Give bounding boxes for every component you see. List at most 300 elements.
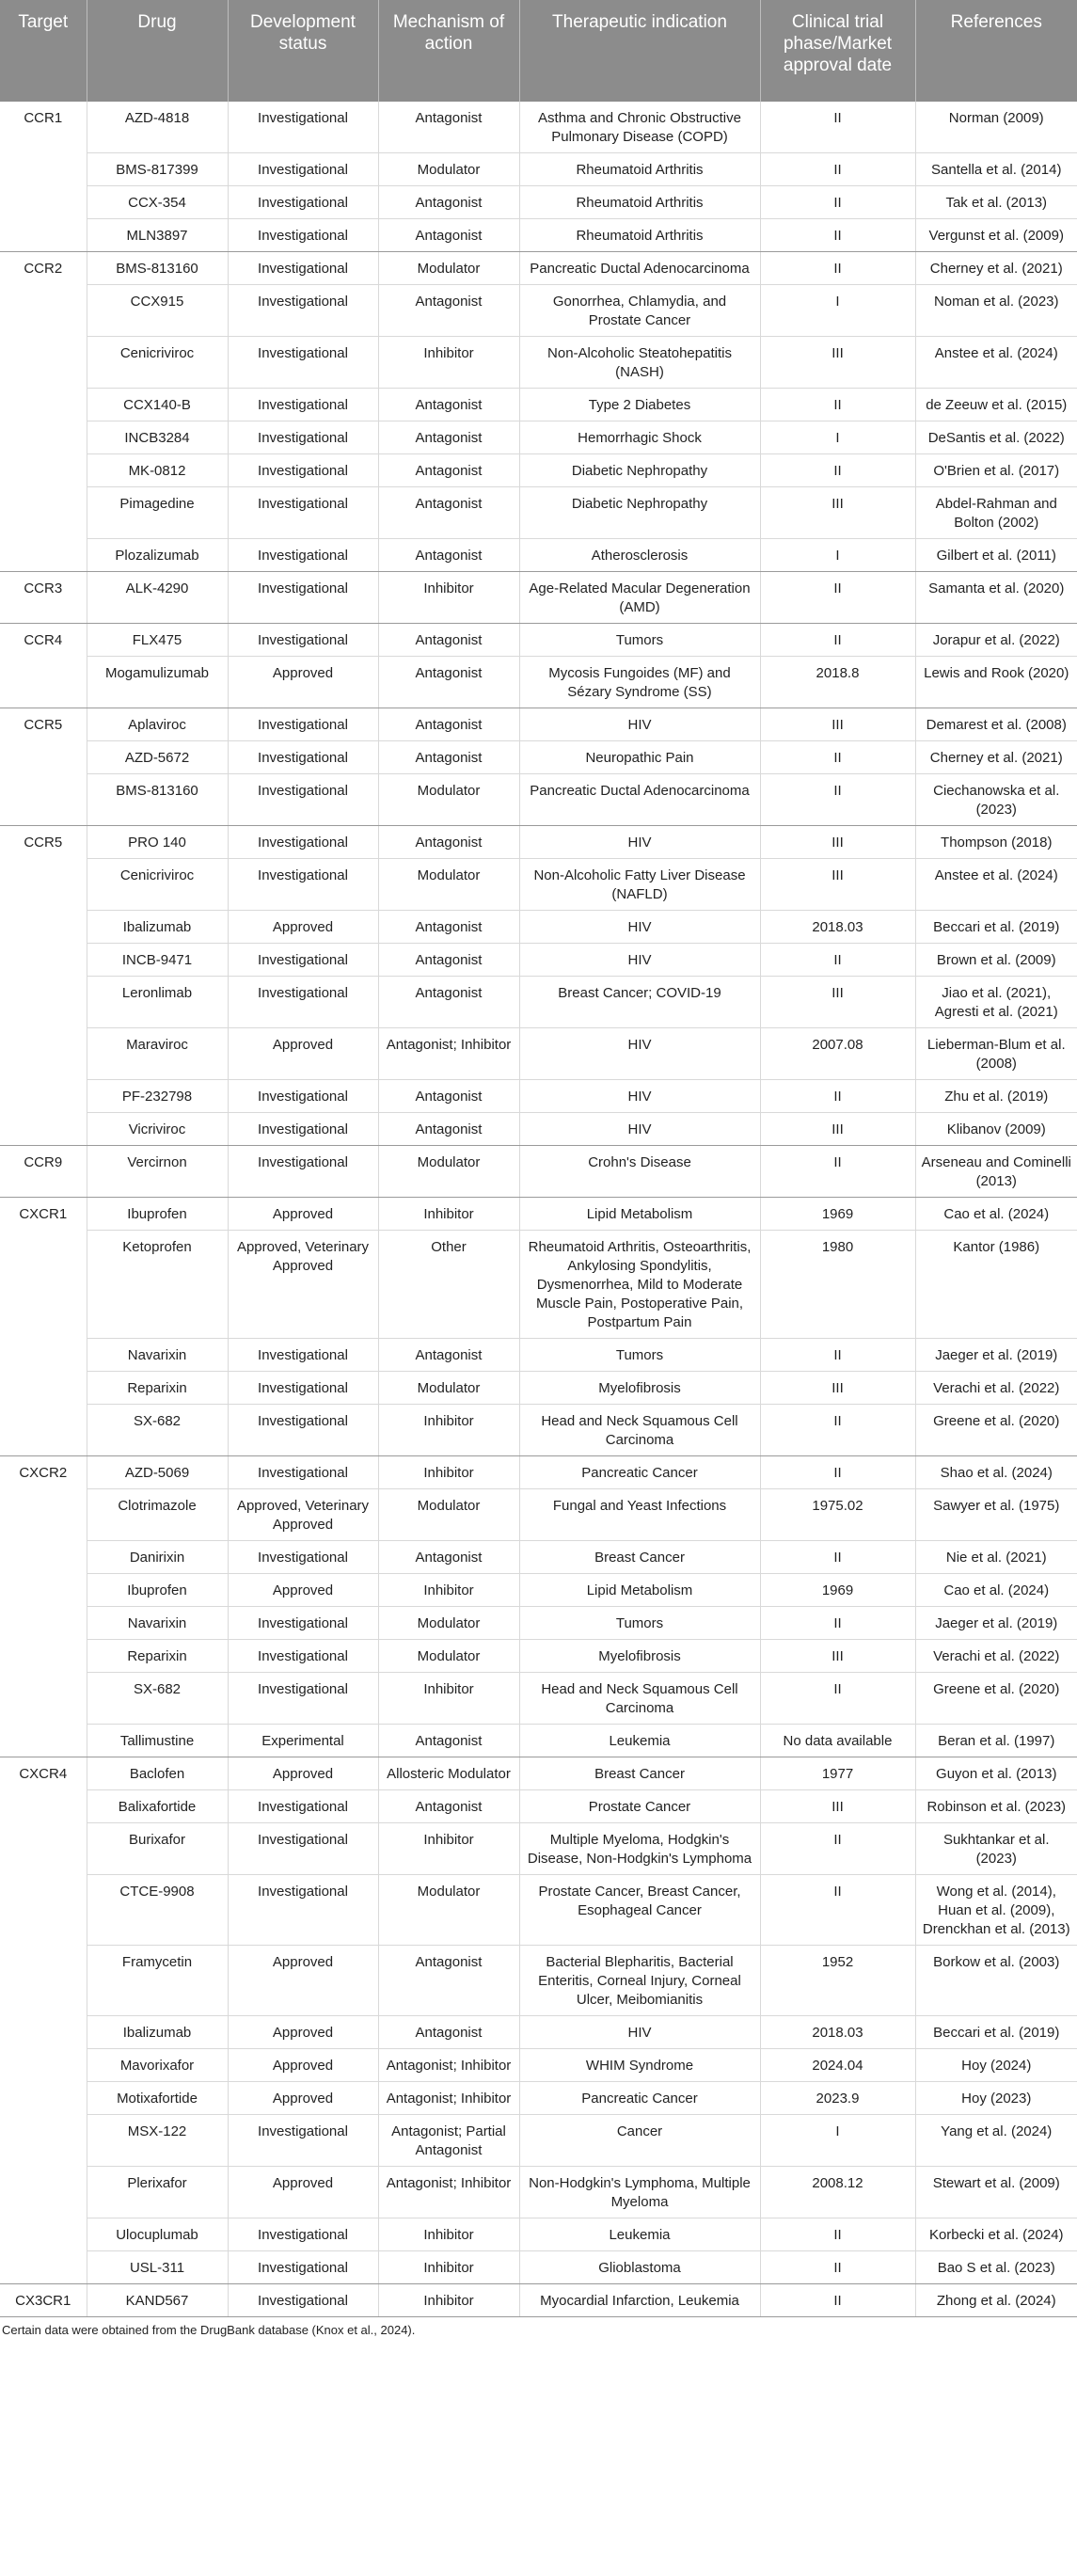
mechanism-cell: Inhibitor xyxy=(378,1673,519,1725)
phase-cell: II xyxy=(760,572,915,624)
drug-cell: Balixafortide xyxy=(87,1790,228,1823)
indication-cell: HIV xyxy=(519,911,760,944)
status-cell: Investigational xyxy=(228,2251,378,2284)
table-row xyxy=(0,252,1077,285)
indication-cell: HIV xyxy=(519,1113,760,1146)
status-cell: Approved xyxy=(228,2016,378,2049)
status-cell: Investigational xyxy=(228,389,378,421)
mechanism-cell: Antagonist xyxy=(378,219,519,252)
status-cell: Investigational xyxy=(228,1146,378,1198)
phase-cell: II xyxy=(760,186,915,219)
table-row xyxy=(0,186,1077,219)
table-row xyxy=(0,2284,1077,2317)
table-row xyxy=(0,624,1077,657)
reference-cell: Sukhtankar et al. (2023) xyxy=(915,1823,1077,1875)
indication-cell: Head and Neck Squamous Cell Carcinoma xyxy=(519,1405,760,1456)
table-row xyxy=(0,1456,1077,1489)
status-cell: Approved xyxy=(228,2049,378,2082)
phase-cell: II xyxy=(760,2284,915,2317)
drug-cell: Framycetin xyxy=(87,1946,228,2016)
status-cell: Investigational xyxy=(228,624,378,657)
target-cell: CCR3 xyxy=(0,572,87,624)
reference-cell: Santella et al. (2014) xyxy=(915,153,1077,186)
phase-cell: III xyxy=(760,337,915,389)
reference-cell: Bao S et al. (2023) xyxy=(915,2251,1077,2284)
reference-cell: Shao et al. (2024) xyxy=(915,1456,1077,1489)
mechanism-cell: Modulator xyxy=(378,1372,519,1405)
table-row xyxy=(0,2218,1077,2251)
indication-cell: HIV xyxy=(519,826,760,859)
reference-cell: Demarest et al. (2008) xyxy=(915,708,1077,741)
table-row xyxy=(0,977,1077,1028)
mechanism-cell: Inhibitor xyxy=(378,337,519,389)
indication-cell: Myocardial Infarction, Leukemia xyxy=(519,2284,760,2317)
phase-cell: I xyxy=(760,2115,915,2167)
phase-cell: II xyxy=(760,153,915,186)
indication-cell: Rheumatoid Arthritis xyxy=(519,153,760,186)
table-row xyxy=(0,1673,1077,1725)
target-cell: CCR1 xyxy=(0,102,87,252)
reference-cell: Sawyer et al. (1975) xyxy=(915,1489,1077,1541)
reference-cell: Beccari et al. (2019) xyxy=(915,911,1077,944)
phase-cell: II xyxy=(760,774,915,826)
status-cell: Investigational xyxy=(228,977,378,1028)
mechanism-cell: Antagonist; Inhibitor xyxy=(378,2082,519,2115)
table-row xyxy=(0,1489,1077,1541)
mechanism-cell: Modulator xyxy=(378,774,519,826)
mechanism-cell: Inhibitor xyxy=(378,1456,519,1489)
indication-cell: Lipid Metabolism xyxy=(519,1574,760,1607)
drug-cell: PF-232798 xyxy=(87,1080,228,1113)
indication-cell: Tumors xyxy=(519,1607,760,1640)
indication-cell: Gonorrhea, Chlamydia, and Prostate Cancer xyxy=(519,285,760,337)
status-cell: Investigational xyxy=(228,285,378,337)
indication-cell: Pancreatic Ductal Adenocarcinoma xyxy=(519,774,760,826)
status-cell: Investigational xyxy=(228,2115,378,2167)
indication-cell: Mycosis Fungoides (MF) and Sézary Syndrome (SS) xyxy=(519,657,760,708)
reference-cell: Lewis and Rook (2020) xyxy=(915,657,1077,708)
status-cell: Investigational xyxy=(228,708,378,741)
drug-cell: Baclofen xyxy=(87,1757,228,1790)
status-cell: Approved xyxy=(228,1574,378,1607)
mechanism-cell: Modulator xyxy=(378,859,519,911)
mechanism-cell: Inhibitor xyxy=(378,1198,519,1231)
drug-cell: Burixafor xyxy=(87,1823,228,1875)
indication-cell: HIV xyxy=(519,708,760,741)
drug-cell: CCX-354 xyxy=(87,186,228,219)
reference-cell: Cao et al. (2024) xyxy=(915,1198,1077,1231)
mechanism-cell: Antagonist xyxy=(378,826,519,859)
drug-cell: MLN3897 xyxy=(87,219,228,252)
indication-cell: Leukemia xyxy=(519,1725,760,1757)
mechanism-cell: Modulator xyxy=(378,1875,519,1946)
status-cell: Investigational xyxy=(228,572,378,624)
table-row xyxy=(0,2049,1077,2082)
reference-cell: Abdel-Rahman and Bolton (2002) xyxy=(915,487,1077,539)
target-cell: CXCR2 xyxy=(0,1456,87,1757)
drug-cell: Ibalizumab xyxy=(87,2016,228,2049)
drug-cell: Navarixin xyxy=(87,1607,228,1640)
status-cell: Investigational xyxy=(228,102,378,153)
status-cell: Investigational xyxy=(228,1790,378,1823)
reference-cell: Noman et al. (2023) xyxy=(915,285,1077,337)
indication-cell: WHIM Syndrome xyxy=(519,2049,760,2082)
reference-cell: Samanta et al. (2020) xyxy=(915,572,1077,624)
mechanism-cell: Antagonist; Inhibitor xyxy=(378,2167,519,2218)
table-row xyxy=(0,859,1077,911)
reference-cell: Beccari et al. (2019) xyxy=(915,2016,1077,2049)
target-cell: CCR4 xyxy=(0,624,87,708)
table-row xyxy=(0,1607,1077,1640)
indication-cell: Non-Alcoholic Steatohepatitis (NASH) xyxy=(519,337,760,389)
mechanism-cell: Antagonist xyxy=(378,186,519,219)
header-development-status: Development status xyxy=(228,0,378,102)
drug-cell: Plerixafor xyxy=(87,2167,228,2218)
table-row xyxy=(0,1231,1077,1339)
phase-cell: 2008.12 xyxy=(760,2167,915,2218)
table-row xyxy=(0,741,1077,774)
mechanism-cell: Antagonist xyxy=(378,1080,519,1113)
table-row xyxy=(0,1640,1077,1673)
mechanism-cell: Antagonist xyxy=(378,911,519,944)
status-cell: Approved xyxy=(228,911,378,944)
mechanism-cell: Antagonist xyxy=(378,944,519,977)
indication-cell: Tumors xyxy=(519,1339,760,1372)
reference-cell: Borkow et al. (2003) xyxy=(915,1946,1077,2016)
table-row xyxy=(0,2115,1077,2167)
indication-cell: Breast Cancer xyxy=(519,1757,760,1790)
drug-cell: Ibuprofen xyxy=(87,1574,228,1607)
mechanism-cell: Inhibitor xyxy=(378,1405,519,1456)
reference-cell: Verachi et al. (2022) xyxy=(915,1640,1077,1673)
phase-cell: 2007.08 xyxy=(760,1028,915,1080)
mechanism-cell: Antagonist xyxy=(378,2016,519,2049)
table-row xyxy=(0,2016,1077,2049)
reference-cell: Greene et al. (2020) xyxy=(915,1405,1077,1456)
target-cell: CX3CR1 xyxy=(0,2284,87,2317)
indication-cell: Bacterial Blepharitis, Bacterial Enteritis, Corneal Injury, Corneal Ulcer, Meibomianitis xyxy=(519,1946,760,2016)
mechanism-cell: Antagonist xyxy=(378,1113,519,1146)
phase-cell: III xyxy=(760,1113,915,1146)
indication-cell: Pancreatic Cancer xyxy=(519,2082,760,2115)
indication-cell: Rheumatoid Arthritis, Osteoarthritis, Ankylosing Spondylitis, Dysmenorrhea, Mild to Moderate Muscle Pain, Postoperative Pain, Postpartum Pain xyxy=(519,1231,760,1339)
mechanism-cell: Antagonist xyxy=(378,454,519,487)
drug-cell: USL-311 xyxy=(87,2251,228,2284)
table-footnote: Certain data were obtained from the DrugBank database (Knox et al., 2024). xyxy=(2,2323,416,2337)
drug-cell: Clotrimazole xyxy=(87,1489,228,1541)
reference-cell: DeSantis et al. (2022) xyxy=(915,421,1077,454)
reference-cell: Cherney et al. (2021) xyxy=(915,252,1077,285)
indication-cell: Crohn's Disease xyxy=(519,1146,760,1198)
table-row xyxy=(0,774,1077,826)
status-cell: Investigational xyxy=(228,539,378,572)
phase-cell: III xyxy=(760,1640,915,1673)
status-cell: Approved xyxy=(228,2082,378,2115)
status-cell: Investigational xyxy=(228,826,378,859)
reference-cell: de Zeeuw et al. (2015) xyxy=(915,389,1077,421)
reference-cell: Robinson et al. (2023) xyxy=(915,1790,1077,1823)
header-drug: Drug xyxy=(87,0,228,102)
phase-cell: II xyxy=(760,1541,915,1574)
table-row xyxy=(0,1372,1077,1405)
reference-cell: Norman (2009) xyxy=(915,102,1077,153)
indication-cell: Non-Hodgkin's Lymphoma, Multiple Myeloma xyxy=(519,2167,760,2218)
indication-cell: HIV xyxy=(519,944,760,977)
drug-cell: MSX-122 xyxy=(87,2115,228,2167)
mechanism-cell: Modulator xyxy=(378,1640,519,1673)
indication-cell: Lipid Metabolism xyxy=(519,1198,760,1231)
mechanism-cell: Antagonist; Inhibitor xyxy=(378,1028,519,1080)
phase-cell: II xyxy=(760,944,915,977)
status-cell: Investigational xyxy=(228,1080,378,1113)
phase-cell: II xyxy=(760,454,915,487)
drug-cell: AZD-5672 xyxy=(87,741,228,774)
drug-cell: BMS-813160 xyxy=(87,252,228,285)
indication-cell: Breast Cancer xyxy=(519,1541,760,1574)
status-cell: Investigational xyxy=(228,1673,378,1725)
drug-cell: Mavorixafor xyxy=(87,2049,228,2082)
phase-cell: III xyxy=(760,826,915,859)
status-cell: Investigational xyxy=(228,487,378,539)
drug-cell: Cenicriviroc xyxy=(87,859,228,911)
indication-cell: HIV xyxy=(519,2016,760,2049)
drug-cell: Leronlimab xyxy=(87,977,228,1028)
table-row xyxy=(0,944,1077,977)
phase-cell: III xyxy=(760,977,915,1028)
table-row xyxy=(0,153,1077,186)
drug-cell: ALK-4290 xyxy=(87,572,228,624)
indication-cell: Asthma and Chronic Obstructive Pulmonary Disease (COPD) xyxy=(519,102,760,153)
target-cell: CCR9 xyxy=(0,1146,87,1198)
mechanism-cell: Inhibitor xyxy=(378,2218,519,2251)
reference-cell: Beran et al. (1997) xyxy=(915,1725,1077,1757)
mechanism-cell: Antagonist xyxy=(378,657,519,708)
mechanism-cell: Modulator xyxy=(378,1607,519,1640)
phase-cell: II xyxy=(760,1607,915,1640)
header-target: Target xyxy=(0,0,87,102)
drug-cell: BMS-817399 xyxy=(87,153,228,186)
drug-cell: Vicriviroc xyxy=(87,1113,228,1146)
status-cell: Investigational xyxy=(228,252,378,285)
phase-cell: II xyxy=(760,1405,915,1456)
drug-cell: FLX475 xyxy=(87,624,228,657)
reference-cell: Greene et al. (2020) xyxy=(915,1673,1077,1725)
header-indication: Therapeutic indication xyxy=(519,0,760,102)
phase-cell: III xyxy=(760,1372,915,1405)
phase-cell: III xyxy=(760,487,915,539)
reference-cell: Jiao et al. (2021), Agresti et al. (2021) xyxy=(915,977,1077,1028)
drug-cell: SX-682 xyxy=(87,1405,228,1456)
indication-cell: Prostate Cancer, Breast Cancer, Esophageal Cancer xyxy=(519,1875,760,1946)
reference-cell: Cherney et al. (2021) xyxy=(915,741,1077,774)
phase-cell: II xyxy=(760,219,915,252)
table-row xyxy=(0,219,1077,252)
phase-cell: I xyxy=(760,421,915,454)
table-row xyxy=(0,1725,1077,1757)
status-cell: Approved xyxy=(228,1946,378,2016)
phase-cell: 2018.8 xyxy=(760,657,915,708)
reference-cell: Guyon et al. (2013) xyxy=(915,1757,1077,1790)
mechanism-cell: Antagonist xyxy=(378,285,519,337)
indication-cell: Pancreatic Cancer xyxy=(519,1456,760,1489)
drug-cell: Danirixin xyxy=(87,1541,228,1574)
status-cell: Investigational xyxy=(228,454,378,487)
phase-cell: 2024.04 xyxy=(760,2049,915,2082)
drug-cell: MK-0812 xyxy=(87,454,228,487)
drug-cell: Ketoprofen xyxy=(87,1231,228,1339)
indication-cell: HIV xyxy=(519,1028,760,1080)
status-cell: Investigational xyxy=(228,1113,378,1146)
table-row xyxy=(0,102,1077,153)
table-row xyxy=(0,911,1077,944)
mechanism-cell: Antagonist; Inhibitor xyxy=(378,2049,519,2082)
phase-cell: III xyxy=(760,708,915,741)
status-cell: Investigational xyxy=(228,1640,378,1673)
drug-cell: Vercirnon xyxy=(87,1146,228,1198)
phase-cell: I xyxy=(760,285,915,337)
drug-cell: INCB-9471 xyxy=(87,944,228,977)
drug-cell: INCB3284 xyxy=(87,421,228,454)
phase-cell: II xyxy=(760,252,915,285)
header-phase: Clinical trial phase/Market approval date xyxy=(760,0,915,102)
drug-cell: AZD-5069 xyxy=(87,1456,228,1489)
reference-cell: Korbecki et al. (2024) xyxy=(915,2218,1077,2251)
mechanism-cell: Inhibitor xyxy=(378,1574,519,1607)
status-cell: Investigational xyxy=(228,186,378,219)
phase-cell: II xyxy=(760,1146,915,1198)
table-row xyxy=(0,1339,1077,1372)
table-row xyxy=(0,389,1077,421)
indication-cell: Rheumatoid Arthritis xyxy=(519,219,760,252)
phase-cell: II xyxy=(760,2251,915,2284)
phase-cell: 1975.02 xyxy=(760,1489,915,1541)
target-cell: CCR5 xyxy=(0,708,87,826)
table-row xyxy=(0,1080,1077,1113)
mechanism-cell: Antagonist xyxy=(378,539,519,572)
status-cell: Investigational xyxy=(228,774,378,826)
table-row xyxy=(0,2167,1077,2218)
table-row xyxy=(0,285,1077,337)
reference-cell: Anstee et al. (2024) xyxy=(915,337,1077,389)
phase-cell: 2018.03 xyxy=(760,2016,915,2049)
mechanism-cell: Antagonist xyxy=(378,389,519,421)
mechanism-cell: Antagonist xyxy=(378,1541,519,1574)
indication-cell: Leukemia xyxy=(519,2218,760,2251)
phase-cell: II xyxy=(760,389,915,421)
indication-cell: Myelofibrosis xyxy=(519,1640,760,1673)
drug-cell: Cenicriviroc xyxy=(87,337,228,389)
header-references: References xyxy=(915,0,1077,102)
status-cell: Investigational xyxy=(228,1875,378,1946)
indication-cell: Neuropathic Pain xyxy=(519,741,760,774)
reference-cell: Jaeger et al. (2019) xyxy=(915,1339,1077,1372)
mechanism-cell: Inhibitor xyxy=(378,2251,519,2284)
drug-cell: Ibalizumab xyxy=(87,911,228,944)
mechanism-cell: Antagonist xyxy=(378,1790,519,1823)
reference-cell: Jaeger et al. (2019) xyxy=(915,1607,1077,1640)
mechanism-cell: Inhibitor xyxy=(378,572,519,624)
table-row xyxy=(0,1790,1077,1823)
indication-cell: HIV xyxy=(519,1080,760,1113)
drug-cell: SX-682 xyxy=(87,1673,228,1725)
reference-cell: Zhong et al. (2024) xyxy=(915,2284,1077,2317)
drug-cell: Mogamulizumab xyxy=(87,657,228,708)
phase-cell: No data available xyxy=(760,1725,915,1757)
indication-cell: Breast Cancer; COVID-19 xyxy=(519,977,760,1028)
indication-cell: Multiple Myeloma, Hodgkin's Disease, Non-Hodgkin's Lymphoma xyxy=(519,1823,760,1875)
table-row xyxy=(0,487,1077,539)
reference-cell: Thompson (2018) xyxy=(915,826,1077,859)
table-row xyxy=(0,1946,1077,2016)
status-cell: Investigational xyxy=(228,1405,378,1456)
status-cell: Investigational xyxy=(228,1456,378,1489)
reference-cell: Brown et al. (2009) xyxy=(915,944,1077,977)
status-cell: Investigational xyxy=(228,1339,378,1372)
phase-cell: 2023.9 xyxy=(760,2082,915,2115)
table-row xyxy=(0,826,1077,859)
table-row xyxy=(0,2251,1077,2284)
reference-cell: Ciechanowska et al. (2023) xyxy=(915,774,1077,826)
table-row xyxy=(0,454,1077,487)
drug-cell: Ibuprofen xyxy=(87,1198,228,1231)
drug-cell: CTCE-9908 xyxy=(87,1875,228,1946)
target-cell: CCR5 xyxy=(0,826,87,1146)
drug-cell: Motixafortide xyxy=(87,2082,228,2115)
mechanism-cell: Antagonist xyxy=(378,977,519,1028)
status-cell: Investigational xyxy=(228,337,378,389)
drug-cell: BMS-813160 xyxy=(87,774,228,826)
status-cell: Approved, Veterinary Approved xyxy=(228,1489,378,1541)
status-cell: Approved xyxy=(228,1757,378,1790)
mechanism-cell: Modulator xyxy=(378,153,519,186)
mechanism-cell: Allosteric Modulator xyxy=(378,1757,519,1790)
indication-cell: Tumors xyxy=(519,624,760,657)
phase-cell: 1980 xyxy=(760,1231,915,1339)
phase-cell: II xyxy=(760,624,915,657)
mechanism-cell: Antagonist xyxy=(378,1339,519,1372)
phase-cell: 1952 xyxy=(760,1946,915,2016)
table-row xyxy=(0,1146,1077,1198)
drug-cell: PRO 140 xyxy=(87,826,228,859)
table-row xyxy=(0,1198,1077,1231)
phase-cell: I xyxy=(760,539,915,572)
reference-cell: Wong et al. (2014), Huan et al. (2009), Drenckhan et al. (2013) xyxy=(915,1875,1077,1946)
reference-cell: Hoy (2023) xyxy=(915,2082,1077,2115)
table-row xyxy=(0,1541,1077,1574)
mechanism-cell: Inhibitor xyxy=(378,2284,519,2317)
indication-cell: Myelofibrosis xyxy=(519,1372,760,1405)
mechanism-cell: Antagonist xyxy=(378,708,519,741)
status-cell: Investigational xyxy=(228,153,378,186)
target-cell: CXCR1 xyxy=(0,1198,87,1456)
table-row xyxy=(0,572,1077,624)
mechanism-cell: Inhibitor xyxy=(378,1823,519,1875)
status-cell: Investigational xyxy=(228,219,378,252)
phase-cell: II xyxy=(760,1823,915,1875)
indication-cell: Head and Neck Squamous Cell Carcinoma xyxy=(519,1673,760,1725)
indication-cell: Diabetic Nephropathy xyxy=(519,454,760,487)
phase-cell: 1969 xyxy=(760,1198,915,1231)
reference-cell: Vergunst et al. (2009) xyxy=(915,219,1077,252)
indication-cell: Glioblastoma xyxy=(519,2251,760,2284)
reference-cell: Klibanov (2009) xyxy=(915,1113,1077,1146)
reference-cell: Yang et al. (2024) xyxy=(915,2115,1077,2167)
reference-cell: Anstee et al. (2024) xyxy=(915,859,1077,911)
indication-cell: Fungal and Yeast Infections xyxy=(519,1489,760,1541)
reference-cell: Verachi et al. (2022) xyxy=(915,1372,1077,1405)
target-cell: CXCR4 xyxy=(0,1757,87,2284)
reference-cell: Nie et al. (2021) xyxy=(915,1541,1077,1574)
